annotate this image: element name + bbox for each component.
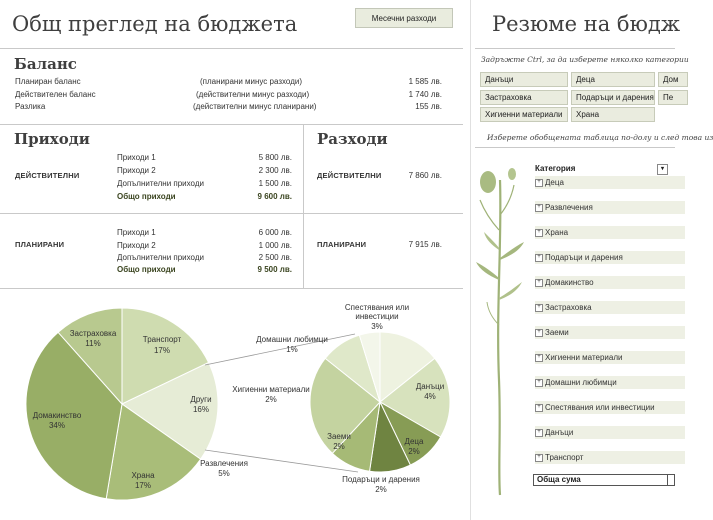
divider [0, 48, 463, 49]
pivot-row[interactable] [535, 326, 685, 339]
income-actual-total-value: 9 600 лв. [257, 192, 292, 201]
income-actual-row: Допълнителни приходи [117, 179, 204, 188]
label-entertainment: Развлечения [200, 459, 248, 468]
page-title: Общ преглед на бюджета [12, 12, 298, 36]
expand-icon[interactable]: + [535, 329, 543, 337]
label-kids-pct: 2% [408, 447, 420, 456]
label-savings: Спестявания или [344, 303, 410, 312]
pivot-row-label: Домашни любимци [545, 378, 617, 387]
grand-total-label: Обща сума [537, 475, 581, 484]
income-actual-row: Приходи 2 [117, 166, 156, 175]
pivot-row-label: Домакинство [545, 278, 594, 287]
label-kids: Деца [404, 437, 424, 446]
expand-icon[interactable]: + [535, 304, 543, 312]
pivot-row[interactable] [535, 176, 685, 189]
pivot-header [535, 162, 685, 176]
divider [475, 147, 675, 148]
monthly-expenses-button[interactable]: Месечни разходи [355, 8, 453, 28]
difference-note: (действителни минус планирани) [193, 102, 317, 111]
pivot-row[interactable] [535, 201, 685, 214]
expand-icon[interactable]: + [535, 454, 543, 462]
expenses-actual-value: 7 860 лв. [408, 171, 442, 180]
planned-balance-value: 1 585 лв. [408, 77, 442, 86]
pivot-row[interactable] [535, 401, 685, 414]
pivot-hint: Изберете обобщената таблица по-долу и след това из [487, 133, 713, 142]
label-entertainment-pct: 5% [218, 469, 230, 478]
pivot-row-label: Деца [545, 178, 564, 187]
expand-icon[interactable]: + [535, 404, 543, 412]
pivot-row-label: Хигиенни материали [545, 353, 623, 362]
expand-icon[interactable]: + [535, 204, 543, 212]
pivot-row[interactable] [535, 301, 685, 314]
label-taxes-pct: 4% [424, 392, 436, 401]
income-actual-value: 5 800 лв. [258, 153, 292, 162]
income-planned-value: 2 500 лв. [258, 253, 292, 262]
income-planned-total-value: 9 500 лв. [257, 265, 292, 274]
pivot-header-label: Категория [535, 164, 576, 173]
slicer-pets[interactable]: Пе [658, 90, 688, 105]
expenses-heading: Разходи [317, 130, 388, 148]
label-insurance-pct: 11% [85, 339, 101, 348]
pivot-row-label: Заеми [545, 328, 569, 337]
label-taxes: Данъци [415, 382, 445, 391]
planned-balance-label: Планиран баланс [15, 77, 81, 86]
slicer-hygiene[interactable]: Хигиенни материали [480, 107, 568, 122]
income-planned-total-label: Общо приходи [117, 265, 176, 274]
label-insurance: Застраховка [69, 329, 117, 338]
slicer-hint: Задръжте Ctrl, за да изберете няколко категории [481, 55, 689, 64]
expand-icon[interactable]: + [535, 254, 543, 262]
slicer-home[interactable]: Дом [658, 72, 688, 87]
label-household-pct: 34% [48, 421, 66, 430]
label-savings-2: инвестиции [355, 312, 399, 321]
label-pets-pct: 1% [286, 345, 298, 354]
filter-dropdown-icon[interactable]: ▾ [657, 164, 668, 175]
grand-total-row [533, 474, 675, 486]
slicer-insurance[interactable]: Застраховка [480, 90, 568, 105]
pivot-row-label: Транспорт [545, 453, 584, 462]
label-transport-pct: 17% [153, 346, 171, 355]
label-gifts: Подаръци и дарения [342, 475, 420, 484]
divider [475, 48, 675, 49]
pie-of-pie-chart [0, 288, 465, 520]
pivot-row[interactable] [535, 251, 685, 264]
label-hygiene: Хигиенни материали [232, 385, 310, 394]
label-gifts-pct: 2% [375, 485, 387, 494]
slicer-gifts[interactable]: Подаръци и дарения [571, 90, 655, 105]
income-planned-row: Приходи 1 [117, 228, 156, 237]
income-planned-row: Допълнителни приходи [117, 253, 204, 262]
income-planned-label: ПЛАНИРАНИ [15, 240, 65, 249]
income-planned-value: 1 000 лв. [258, 241, 292, 250]
expenses-planned-label: ПЛАНИРАНИ [317, 240, 367, 249]
income-planned-value: 6 000 лв. [258, 228, 292, 237]
pivot-row-label: Спестявания или инвестиции [545, 403, 655, 412]
slicer-kids[interactable]: Деца [571, 72, 655, 87]
divider [303, 124, 304, 288]
pivot-row[interactable] [535, 376, 685, 389]
pivot-row[interactable] [535, 351, 685, 364]
pivot-row-label: Развлечения [545, 203, 593, 212]
pivot-row-label: Подаръци и дарения [545, 253, 623, 262]
divider [0, 213, 463, 214]
actual-balance-value: 1 740 лв. [408, 90, 442, 99]
plant-illustration [472, 160, 532, 500]
pivot-row[interactable] [535, 276, 685, 289]
income-planned-row: Приходи 2 [117, 241, 156, 250]
label-other: Други [190, 395, 212, 404]
expand-icon[interactable]: + [535, 179, 543, 187]
pivot-row[interactable] [535, 426, 685, 439]
expenses-planned-value: 7 915 лв. [408, 240, 442, 249]
balance-heading: Баланс [14, 55, 77, 73]
slicer-taxes[interactable]: Данъци [480, 72, 568, 87]
slicer-food[interactable]: Храна [571, 107, 655, 122]
income-heading: Приходи [14, 130, 90, 148]
planned-balance-note: (планирани минус разходи) [200, 77, 302, 86]
pivot-row[interactable] [535, 226, 685, 239]
label-food-pct: 17% [134, 481, 152, 490]
difference-label: Разлика [15, 102, 46, 111]
label-hygiene-pct: 2% [265, 395, 277, 404]
label-food: Храна [131, 471, 155, 480]
label-loans: Заеми [327, 432, 351, 441]
income-actual-row: Приходи 1 [117, 153, 156, 162]
divider [0, 124, 463, 125]
actual-balance-label: Действителен баланс [15, 90, 96, 99]
pivot-row[interactable] [535, 451, 685, 464]
actual-balance-note: (действителни минус разходи) [196, 90, 310, 99]
label-pets: Домашни любимци [256, 335, 328, 344]
income-actual-label: ДЕЙСТВИТЕЛНИ [15, 171, 80, 180]
label-loans-pct: 2% [333, 442, 345, 451]
pivot-row-label: Храна [545, 228, 569, 237]
label-savings-pct: 3% [371, 322, 383, 331]
income-actual-total-label: Общо приходи [117, 192, 176, 201]
pivot-row-label: Застраховка [545, 303, 592, 312]
expand-icon[interactable]: + [535, 429, 543, 437]
pivot-row-label: Данъци [545, 428, 574, 437]
expand-icon[interactable]: + [535, 354, 543, 362]
summary-title: Резюме на бюдж [492, 12, 681, 36]
expand-icon[interactable]: + [535, 379, 543, 387]
income-actual-value: 1 500 лв. [258, 179, 292, 188]
label-transport: Транспорт [142, 335, 182, 344]
label-other-pct: 16% [192, 405, 210, 414]
label-household: Домакинство [32, 411, 82, 420]
expand-icon[interactable]: + [535, 279, 543, 287]
panel-separator [470, 0, 471, 520]
expand-icon[interactable]: + [535, 229, 543, 237]
income-actual-value: 2 300 лв. [258, 166, 292, 175]
expenses-actual-label: ДЕЙСТВИТЕЛНИ [317, 171, 382, 180]
difference-value: 155 лв. [415, 102, 442, 111]
